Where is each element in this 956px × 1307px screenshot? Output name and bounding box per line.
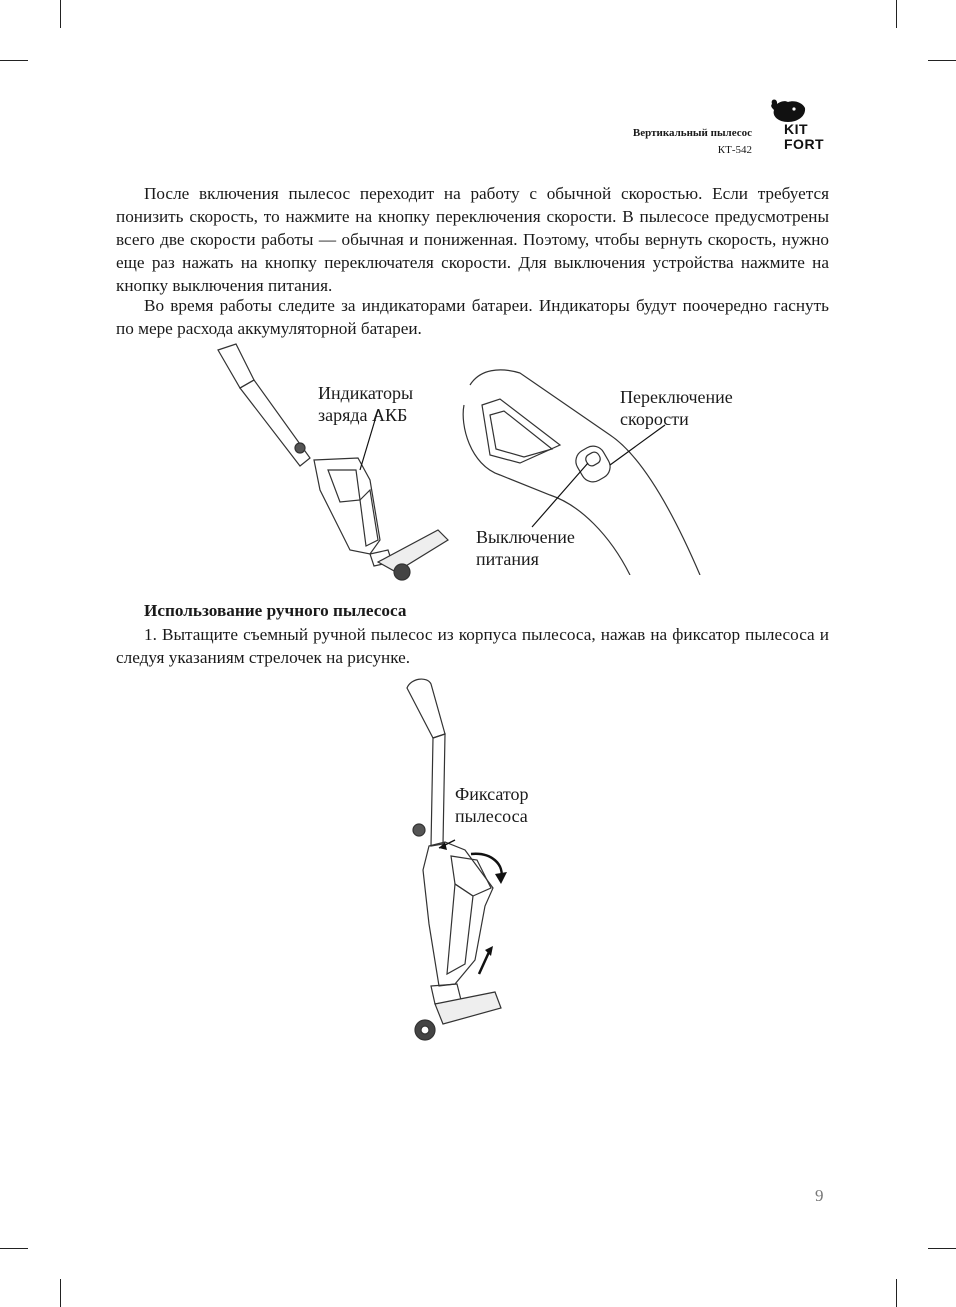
logo-text-fort: FORT [784,136,825,152]
latch-label: Фиксатор пылесоса [455,784,529,826]
logo-text-kit: KIT [784,121,809,137]
paragraph-step-1: 1. Вытащите съемный ручной пылесос из корпуса пылесоса, нажав на фиксатор пылесоса и следуя указаниям стрелочек на рисунке. [116,625,829,667]
speed-switch-label: Переключение скорости [620,387,733,429]
crop-mark [928,1248,956,1249]
crop-mark [896,1279,897,1307]
paragraph-speed: После включения пылесос переходит на работу с обычной скоростью. Если требуется понизить скорость, то нажмите на кнопку переключения скорости. В пылесосе предусмотрены всего две скорости работы — обычная и пониженная. Поэтому, чтобы вернуть скорость, нужно еще раз нажать на кнопку переключателя скорости. Для выключения устройства нажмите на кнопку выключения питания. [116,184,829,295]
page-header [633,125,752,159]
power-off-label: Выключение питания [476,527,575,569]
leader-line [532,463,588,527]
page-number: 9 [815,1186,824,1205]
paragraph-battery: Во время работы следите за индикаторами батареи. Индикаторы будут поочередно гаснуть по мере расхода аккумуляторной батареи. [116,296,829,338]
leader-line [610,425,665,465]
brand-logo [764,96,834,158]
model-number: КТ-542 [717,144,752,156]
section-title: Использование ручного пылесоса [144,601,407,620]
vacuum-full-illustration [210,340,450,590]
whale-icon [768,96,808,124]
crop-mark [0,1248,28,1249]
crop-mark [60,1279,61,1307]
product-title: Вертикальный пылесос [632,127,752,139]
crop-mark [928,60,956,61]
crop-mark [896,0,897,28]
crop-mark [60,0,61,28]
vacuum-latch-illustration [395,674,525,1059]
crop-mark [0,60,28,61]
battery-indicators-label: Индикаторы заряда АКБ [318,383,414,425]
